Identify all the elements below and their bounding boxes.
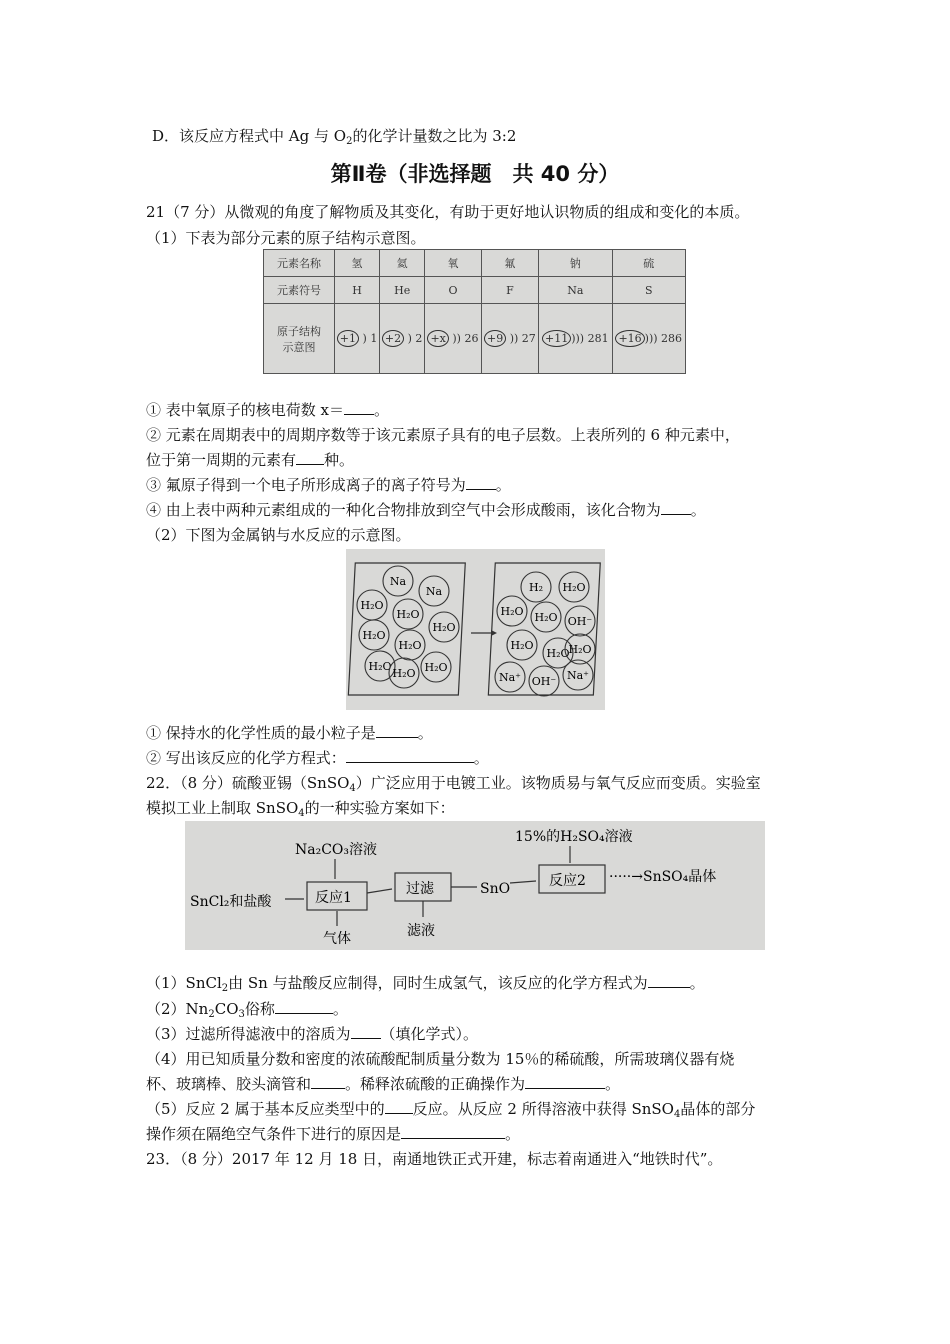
cell-name: 氟 <box>481 250 538 277</box>
q22-part4: （4）用已知质量分数和密度的浓硫酸配制质量分数为 15％的稀硫酸，所需玻璃仪器有烧 <box>146 1050 735 1068</box>
product-molecule-label: Na⁺ <box>499 671 521 684</box>
flowchart-image <box>185 821 765 950</box>
product-molecule-label: H₂O <box>562 581 586 594</box>
atom-diagram-cell: +11 ))) 281 <box>539 304 612 374</box>
cell-name: 硫 <box>612 250 685 277</box>
shell-electrons: 2 <box>415 332 423 345</box>
q21-sub2: ② 元素在周期表中的周期序数等于该元素原子具有的电子层数。上表所列的 6 种元素中， <box>146 426 740 444</box>
answer-blank[interactable] <box>311 1074 345 1089</box>
q21-sub1: ① 表中氧原子的核电荷数 x＝ 。 <box>146 401 390 419</box>
box-reaction2: 反应2 <box>549 873 586 889</box>
nucleus: +1 <box>337 330 359 347</box>
q21-sub5: ① 保持水的化学性质的最小粒子是 。 <box>146 724 433 742</box>
product-molecule-label: H₂O <box>500 605 524 618</box>
q21-part2: （2）下图为金属钠与水反应的示意图。 <box>146 526 411 544</box>
box-filter: 过滤 <box>406 881 434 897</box>
cell-name: 氦 <box>380 250 425 277</box>
answer-blank[interactable] <box>648 973 690 988</box>
option-d: D．该反应方程式中 Ag 与 $O_2$的化学计量数之比为 3:2 <box>152 127 517 147</box>
reactant-molecule-label: H₂O <box>360 599 384 612</box>
shell-electrons: 281 <box>587 332 609 345</box>
product-molecule-label: H₂ <box>528 581 544 594</box>
product-molecule-label: H₂O <box>510 639 534 652</box>
output-gas: 气体 <box>323 931 351 947</box>
answer-blank[interactable] <box>525 1074 605 1089</box>
q22-part2: $(2)Nn_2CO_3$俗称 。 <box>146 1000 348 1020</box>
atom-diagram-cell: +x )) 26 <box>425 304 482 374</box>
section-title: 第Ⅱ卷（非选择题 共 40 分） <box>330 162 620 186</box>
reactant-molecule-label: H₂O <box>392 667 416 680</box>
shell-electrons: 1 <box>370 332 378 345</box>
row-label: 原子结构示意图 <box>264 304 335 374</box>
mid-sno: SnO <box>480 881 511 897</box>
q21-sub6: ② 写出该反应的化学方程式： 。 <box>146 749 489 767</box>
reactant-molecule-label: H₂O <box>368 660 392 673</box>
q23-intro: 23．（8 分）2017 年 12 月 18 日，南通地铁正式开建，标志着南通进入“地铁时代”。 <box>146 1150 723 1168</box>
answer-blank[interactable] <box>661 500 691 515</box>
product-molecule-label: Na⁺ <box>567 669 589 682</box>
q22-part1: （1）SnCl$_2$由 Sn 与盐酸反应制得，同时生成氢气，该反应的化学方程式为 。 <box>146 974 705 994</box>
cell-symbol: He <box>380 277 425 304</box>
input-sncl2: SnCl₂和盐酸 <box>190 894 272 910</box>
product-molecule-label: OH⁻ <box>567 615 593 628</box>
product-molecule-label: OH⁻ <box>531 675 557 688</box>
cell-symbol: O <box>425 277 482 304</box>
shell-electrons: 27 <box>521 332 536 345</box>
nucleus: +11 <box>542 330 571 347</box>
reactant-molecule-label: H₂O <box>396 608 420 621</box>
output-filtrate: 滤液 <box>407 923 435 939</box>
answer-blank[interactable] <box>376 723 418 738</box>
answer-blank[interactable] <box>351 1024 381 1039</box>
q21-sub4: ④ 由上表中两种元素组成的一种化合物排放到空气中会形成酸雨，该化合物为 。 <box>146 501 706 519</box>
q22-intro: 22．（8 分）硫酸亚锡（SnSO$_4$）广泛应用于电镀工业。该物质易与氧气反应而变质。实验室 <box>146 774 761 794</box>
product-molecule-label: H₂O <box>546 647 570 660</box>
answer-blank[interactable] <box>344 400 374 415</box>
nucleus: +9 <box>484 330 506 347</box>
reactant-molecule-label: Na <box>425 585 443 598</box>
cell-symbol: S <box>612 277 685 304</box>
q22-part5: （5）反应 2 属于基本反应类型中的 反应。从反应 2 所得溶液中获得 SnSO$_4$晶体的部分 <box>146 1100 756 1120</box>
reactant-molecule-label: H₂O <box>424 661 448 674</box>
q22-part4-cont: 杯、玻璃棒、胶头滴管和 。稀释浓硫酸的正确操作为 。 <box>146 1075 621 1093</box>
q22-intro-cont: 模拟工业上制取 SnSO$_4$的一种实验方案如下： <box>146 799 455 819</box>
reactant-molecule-label: H₂O <box>362 629 386 642</box>
cell-symbol: Na <box>539 277 612 304</box>
q21-part1: （1）下表为部分元素的原子结构示意图。 <box>146 229 426 247</box>
reagent-na2co3: Na₂CO₃溶液 <box>295 842 378 858</box>
output-snso4: ·····→SnSO₄晶体 <box>609 869 717 885</box>
element-table-image <box>263 249 686 374</box>
atom-diagram-cell: +1 ) 1 <box>335 304 380 374</box>
product-molecule-label: H₂O <box>568 643 592 656</box>
answer-blank[interactable] <box>401 1124 505 1139</box>
reactant-molecule-label: H₂O <box>432 621 456 634</box>
q21-intro: 21（7 分）从微观的角度了解物质及其变化，有助于更好地认识物质的组成和变化的本质。 <box>146 203 750 221</box>
reaction-diagram <box>346 549 605 710</box>
row-label: 元素符号 <box>264 277 335 304</box>
cell-symbol: H <box>335 277 380 304</box>
reaction-diagram-image <box>346 549 605 710</box>
shell-electrons: 26 <box>464 332 479 345</box>
answer-blank[interactable] <box>466 475 496 490</box>
answer-blank[interactable] <box>296 450 324 465</box>
nucleus: +x <box>427 330 448 347</box>
cell-name: 氢 <box>335 250 380 277</box>
atom-diagram-cell: +16 ))) 286 <box>612 304 685 374</box>
shell-electrons: 286 <box>661 332 683 345</box>
reactant-molecule-label: Na <box>389 575 407 588</box>
cell-symbol: F <box>481 277 538 304</box>
product-molecule-label: H₂O <box>534 611 558 624</box>
process-flowchart <box>185 821 765 950</box>
cell-name: 钠 <box>539 250 612 277</box>
nucleus: +16 <box>615 330 644 347</box>
reactant-molecule-label: H₂O <box>398 639 422 652</box>
row-label: 元素名称 <box>264 250 335 277</box>
cell-name: 氧 <box>425 250 482 277</box>
atom-diagram-cell: +9 )) 27 <box>481 304 538 374</box>
answer-blank[interactable] <box>275 999 333 1014</box>
element-table <box>263 249 686 374</box>
q21-sub2-cont: 位于第一周期的元素有 种。 <box>146 451 355 469</box>
reagent-h2so4: 15%的H₂SO₄溶液 <box>515 829 633 845</box>
answer-blank[interactable] <box>346 748 474 763</box>
q21-sub3: ③ 氟原子得到一个电子所形成离子的离子符号为 。 <box>146 476 511 494</box>
q22-part3: （3）过滤所得滤液中的溶质为 （填化学式）。 <box>146 1025 479 1043</box>
answer-blank[interactable] <box>385 1099 413 1114</box>
q22-part5-cont: 操作须在隔绝空气条件下进行的原因是 。 <box>146 1125 521 1143</box>
atom-diagram-cell: +2 ) 2 <box>380 304 425 374</box>
nucleus: +2 <box>382 330 404 347</box>
box-reaction1: 反应1 <box>315 890 352 906</box>
